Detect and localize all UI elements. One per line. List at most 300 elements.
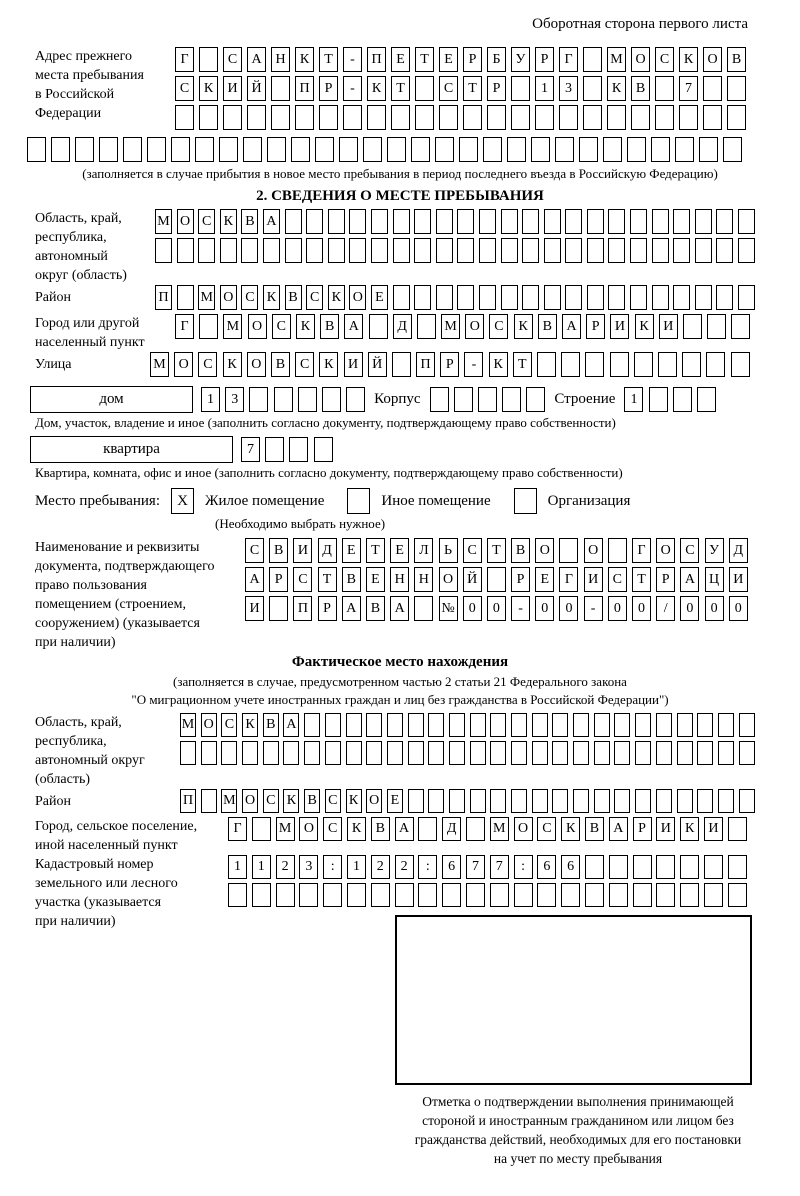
char-cell[interactable]: 2 (395, 855, 414, 879)
char-cell[interactable]: О (242, 789, 258, 813)
char-cell[interactable] (501, 238, 518, 263)
char-cell[interactable] (695, 285, 712, 310)
char-cell[interactable] (299, 883, 318, 907)
char-cell[interactable] (532, 741, 548, 765)
char-cell[interactable] (673, 209, 690, 234)
char-cell[interactable] (594, 741, 610, 765)
char-cell[interactable]: И (704, 817, 723, 841)
char-cell[interactable]: И (584, 567, 603, 592)
char-cell[interactable] (263, 238, 280, 263)
char-cell[interactable]: Р (487, 76, 506, 101)
house-type-box[interactable]: дом (30, 386, 193, 413)
char-cell[interactable] (470, 741, 486, 765)
char-cell[interactable] (739, 789, 755, 813)
char-cell[interactable]: В (241, 209, 258, 234)
char-cell[interactable]: 1 (201, 387, 220, 412)
char-cell[interactable] (511, 789, 527, 813)
char-cell[interactable] (718, 789, 734, 813)
char-cell[interactable]: Н (390, 567, 409, 592)
char-cell[interactable] (587, 238, 604, 263)
char-cell[interactable] (306, 209, 323, 234)
char-cell[interactable] (532, 713, 548, 737)
char-cell[interactable] (436, 209, 453, 234)
char-cell[interactable] (470, 789, 486, 813)
char-cell[interactable]: Г (559, 567, 578, 592)
char-cell[interactable] (587, 209, 604, 234)
char-cell[interactable]: Т (632, 567, 651, 592)
char-cell[interactable] (544, 285, 561, 310)
char-cell[interactable]: А (609, 817, 628, 841)
char-cell[interactable] (367, 105, 386, 130)
char-cell[interactable] (457, 238, 474, 263)
char-cell[interactable]: 6 (561, 855, 580, 879)
char-cell[interactable]: С (245, 538, 264, 563)
char-cell[interactable] (511, 713, 527, 737)
char-cell[interactable] (716, 209, 733, 234)
char-cell[interactable] (738, 238, 755, 263)
char-cell[interactable] (656, 855, 675, 879)
char-cell[interactable] (263, 741, 279, 765)
char-cell[interactable]: В (727, 47, 746, 72)
char-cell[interactable]: А (680, 567, 699, 592)
char-cell[interactable] (544, 209, 561, 234)
char-cell[interactable]: С (608, 567, 627, 592)
char-cell[interactable]: С (263, 789, 279, 813)
char-cell[interactable] (289, 437, 308, 462)
char-cell[interactable]: Е (391, 47, 410, 72)
char-cell[interactable]: О (514, 817, 533, 841)
char-cell[interactable]: Л (414, 538, 433, 563)
char-cell[interactable]: К (680, 817, 699, 841)
char-cell[interactable] (442, 883, 461, 907)
char-cell[interactable] (411, 137, 430, 162)
char-cell[interactable]: В (263, 713, 279, 737)
char-cell[interactable]: : (418, 855, 437, 879)
char-cell[interactable]: 2 (371, 855, 390, 879)
char-cell[interactable]: О (247, 352, 266, 377)
char-cell[interactable]: О (535, 538, 554, 563)
char-cell[interactable]: К (514, 314, 533, 339)
char-cell[interactable] (697, 387, 716, 412)
char-cell[interactable]: Р (463, 47, 482, 72)
char-cell[interactable] (428, 789, 444, 813)
char-cell[interactable] (608, 238, 625, 263)
char-cell[interactable] (544, 238, 561, 263)
char-cell[interactable]: Р (269, 567, 288, 592)
char-cell[interactable]: С (323, 817, 342, 841)
char-cell[interactable]: 1 (252, 855, 271, 879)
char-cell[interactable]: Р (535, 47, 554, 72)
char-cell[interactable] (328, 238, 345, 263)
char-cell[interactable] (349, 209, 366, 234)
char-cell[interactable] (677, 713, 693, 737)
char-cell[interactable] (414, 209, 431, 234)
char-cell[interactable]: Р (318, 596, 337, 621)
char-cell[interactable] (630, 209, 647, 234)
char-cell[interactable]: Е (535, 567, 554, 592)
char-cell[interactable] (635, 789, 651, 813)
char-cell[interactable]: С (489, 314, 508, 339)
char-cell[interactable] (633, 855, 652, 879)
char-cell[interactable]: К (295, 47, 314, 72)
char-cell[interactable]: К (489, 352, 508, 377)
char-cell[interactable] (649, 387, 668, 412)
char-cell[interactable] (291, 137, 310, 162)
char-cell[interactable] (501, 285, 518, 310)
char-cell[interactable]: Б (487, 47, 506, 72)
char-cell[interactable]: С (655, 47, 674, 72)
char-cell[interactable]: Т (318, 567, 337, 592)
char-cell[interactable]: 0 (535, 596, 554, 621)
char-cell[interactable] (634, 352, 653, 377)
char-cell[interactable]: - (464, 352, 483, 377)
char-cell[interactable]: В (631, 76, 650, 101)
char-cell[interactable]: 0 (632, 596, 651, 621)
char-cell[interactable]: Т (415, 47, 434, 72)
char-cell[interactable] (315, 137, 334, 162)
char-cell[interactable] (27, 137, 46, 162)
char-cell[interactable] (285, 209, 302, 234)
char-cell[interactable] (526, 387, 545, 412)
char-cell[interactable]: Е (371, 285, 388, 310)
char-cell[interactable]: М (155, 209, 172, 234)
char-cell[interactable] (487, 567, 506, 592)
char-cell[interactable] (449, 713, 465, 737)
char-cell[interactable]: С (175, 76, 194, 101)
char-cell[interactable] (579, 137, 598, 162)
char-cell[interactable]: Н (271, 47, 290, 72)
char-cell[interactable] (522, 209, 539, 234)
char-cell[interactable]: Т (463, 76, 482, 101)
char-cell[interactable]: Ь (439, 538, 458, 563)
char-cell[interactable]: А (247, 47, 266, 72)
char-cell[interactable]: - (343, 47, 362, 72)
char-cell[interactable] (656, 713, 672, 737)
char-cell[interactable] (75, 137, 94, 162)
char-cell[interactable] (408, 789, 424, 813)
char-cell[interactable] (731, 314, 750, 339)
char-cell[interactable]: В (320, 314, 339, 339)
char-cell[interactable] (171, 137, 190, 162)
char-cell[interactable] (695, 238, 712, 263)
char-cell[interactable]: 6 (442, 855, 461, 879)
char-cell[interactable] (366, 741, 382, 765)
char-cell[interactable] (655, 105, 674, 130)
char-cell[interactable] (123, 137, 142, 162)
char-cell[interactable] (514, 883, 533, 907)
char-cell[interactable] (487, 105, 506, 130)
char-cell[interactable] (718, 741, 734, 765)
char-cell[interactable]: О (366, 789, 382, 813)
char-cell[interactable]: К (635, 314, 654, 339)
char-cell[interactable] (247, 105, 266, 130)
char-cell[interactable]: М (223, 314, 242, 339)
char-cell[interactable]: И (659, 314, 678, 339)
char-cell[interactable] (51, 137, 70, 162)
char-cell[interactable] (680, 883, 699, 907)
char-cell[interactable] (347, 883, 366, 907)
char-cell[interactable]: А (245, 567, 264, 592)
char-cell[interactable] (415, 105, 434, 130)
char-cell[interactable] (609, 883, 628, 907)
char-cell[interactable]: Г (559, 47, 578, 72)
char-cell[interactable] (490, 741, 506, 765)
char-cell[interactable] (369, 314, 388, 339)
char-cell[interactable] (177, 285, 194, 310)
char-cell[interactable] (387, 741, 403, 765)
char-cell[interactable]: 0 (680, 596, 699, 621)
char-cell[interactable] (561, 883, 580, 907)
char-cell[interactable]: М (490, 817, 509, 841)
char-cell[interactable]: 0 (705, 596, 724, 621)
char-cell[interactable] (314, 437, 333, 462)
char-cell[interactable] (220, 238, 237, 263)
char-cell[interactable] (449, 789, 465, 813)
char-cell[interactable] (391, 105, 410, 130)
char-cell[interactable] (507, 137, 526, 162)
char-cell[interactable] (703, 76, 722, 101)
char-cell[interactable]: О (584, 538, 603, 563)
char-cell[interactable] (328, 209, 345, 234)
char-cell[interactable]: Г (632, 538, 651, 563)
char-cell[interactable] (608, 538, 627, 563)
char-cell[interactable] (418, 883, 437, 907)
char-cell[interactable]: Т (487, 538, 506, 563)
char-cell[interactable] (415, 76, 434, 101)
char-cell[interactable]: В (585, 817, 604, 841)
char-cell[interactable]: С (325, 789, 341, 813)
char-cell[interactable] (483, 137, 502, 162)
char-cell[interactable] (418, 817, 437, 841)
char-cell[interactable]: О (439, 567, 458, 592)
char-cell[interactable] (608, 209, 625, 234)
char-cell[interactable]: К (679, 47, 698, 72)
char-cell[interactable]: И (344, 352, 363, 377)
char-cell[interactable]: 3 (225, 387, 244, 412)
char-cell[interactable]: - (343, 76, 362, 101)
char-cell[interactable] (343, 105, 362, 130)
char-cell[interactable]: В (342, 567, 361, 592)
char-cell[interactable] (428, 713, 444, 737)
char-cell[interactable] (587, 285, 604, 310)
char-cell[interactable] (535, 105, 554, 130)
char-cell[interactable]: С (537, 817, 556, 841)
char-cell[interactable]: П (293, 596, 312, 621)
char-cell[interactable] (631, 105, 650, 130)
char-cell[interactable] (565, 238, 582, 263)
char-cell[interactable] (252, 883, 271, 907)
char-cell[interactable] (466, 883, 485, 907)
char-cell[interactable] (199, 105, 218, 130)
char-cell[interactable] (304, 713, 320, 737)
char-cell[interactable]: О (299, 817, 318, 841)
char-cell[interactable]: - (511, 596, 530, 621)
char-cell[interactable]: О (174, 352, 193, 377)
char-cell[interactable] (727, 76, 746, 101)
char-cell[interactable] (561, 352, 580, 377)
char-cell[interactable] (677, 741, 693, 765)
char-cell[interactable] (457, 285, 474, 310)
char-cell[interactable]: Г (175, 314, 194, 339)
char-cell[interactable]: Г (175, 47, 194, 72)
char-cell[interactable] (180, 741, 196, 765)
char-cell[interactable]: Д (729, 538, 748, 563)
char-cell[interactable] (531, 137, 550, 162)
char-cell[interactable]: Н (414, 567, 433, 592)
char-cell[interactable]: Д (442, 817, 461, 841)
char-cell[interactable] (682, 352, 701, 377)
char-cell[interactable] (706, 352, 725, 377)
char-cell[interactable]: К (607, 76, 626, 101)
char-cell[interactable] (322, 387, 341, 412)
char-cell[interactable]: Р (656, 567, 675, 592)
char-cell[interactable]: К (296, 314, 315, 339)
char-cell[interactable] (470, 713, 486, 737)
char-cell[interactable]: О (201, 713, 217, 737)
char-cell[interactable]: 1 (535, 76, 554, 101)
char-cell[interactable]: Е (342, 538, 361, 563)
char-cell[interactable] (727, 105, 746, 130)
char-cell[interactable]: О (631, 47, 650, 72)
char-cell[interactable]: О (703, 47, 722, 72)
char-cell[interactable] (414, 285, 431, 310)
char-cell[interactable]: 7 (490, 855, 509, 879)
char-cell[interactable] (436, 238, 453, 263)
char-cell[interactable]: / (656, 596, 675, 621)
char-cell[interactable] (614, 789, 630, 813)
char-cell[interactable] (198, 238, 215, 263)
char-cell[interactable] (304, 741, 320, 765)
char-cell[interactable] (739, 713, 755, 737)
char-cell[interactable] (371, 209, 388, 234)
char-cell[interactable]: Т (319, 47, 338, 72)
char-cell[interactable] (655, 76, 674, 101)
char-cell[interactable]: С (293, 567, 312, 592)
char-cell[interactable]: Р (319, 76, 338, 101)
char-cell[interactable]: А (390, 596, 409, 621)
char-cell[interactable] (339, 137, 358, 162)
char-cell[interactable]: С (463, 538, 482, 563)
char-cell[interactable]: Р (440, 352, 459, 377)
char-cell[interactable] (457, 209, 474, 234)
char-cell[interactable] (155, 238, 172, 263)
char-cell[interactable] (738, 209, 755, 234)
char-cell[interactable] (502, 387, 521, 412)
char-cell[interactable] (728, 817, 747, 841)
char-cell[interactable] (417, 314, 436, 339)
char-cell[interactable] (511, 76, 530, 101)
char-cell[interactable] (346, 713, 362, 737)
char-cell[interactable]: 7 (466, 855, 485, 879)
char-cell[interactable]: К (347, 817, 366, 841)
char-cell[interactable] (552, 741, 568, 765)
char-cell[interactable]: У (705, 538, 724, 563)
char-cell[interactable] (201, 741, 217, 765)
char-cell[interactable] (430, 387, 449, 412)
char-cell[interactable] (697, 789, 713, 813)
char-cell[interactable] (387, 713, 403, 737)
char-cell[interactable]: Е (390, 538, 409, 563)
char-cell[interactable]: К (283, 789, 299, 813)
char-cell[interactable] (363, 137, 382, 162)
char-cell[interactable]: М (276, 817, 295, 841)
char-cell[interactable] (511, 741, 527, 765)
char-cell[interactable]: С (221, 713, 237, 737)
char-cell[interactable] (552, 713, 568, 737)
char-cell[interactable]: Т (391, 76, 410, 101)
char-cell[interactable] (739, 741, 755, 765)
char-cell[interactable] (594, 713, 610, 737)
char-cell[interactable] (522, 238, 539, 263)
char-cell[interactable]: Д (393, 314, 412, 339)
char-cell[interactable] (371, 883, 390, 907)
char-cell[interactable] (609, 855, 628, 879)
char-cell[interactable]: 1 (347, 855, 366, 879)
char-cell[interactable] (479, 238, 496, 263)
char-cell[interactable] (573, 741, 589, 765)
char-cell[interactable] (276, 883, 295, 907)
char-cell[interactable] (243, 137, 262, 162)
char-cell[interactable] (346, 741, 362, 765)
checkbox-organization[interactable] (514, 488, 537, 514)
char-cell[interactable]: К (367, 76, 386, 101)
char-cell[interactable] (656, 741, 672, 765)
char-cell[interactable]: М (150, 352, 169, 377)
char-cell[interactable] (479, 209, 496, 234)
char-cell[interactable]: 7 (679, 76, 698, 101)
char-cell[interactable] (559, 105, 578, 130)
char-cell[interactable]: В (366, 596, 385, 621)
char-cell[interactable]: 1 (228, 855, 247, 879)
char-cell[interactable]: Е (366, 567, 385, 592)
char-cell[interactable] (459, 137, 478, 162)
char-cell[interactable] (199, 314, 218, 339)
char-cell[interactable] (704, 855, 723, 879)
char-cell[interactable]: П (155, 285, 172, 310)
char-cell[interactable] (393, 285, 410, 310)
char-cell[interactable] (392, 352, 411, 377)
char-cell[interactable]: В (269, 538, 288, 563)
char-cell[interactable] (716, 285, 733, 310)
char-cell[interactable]: О (656, 538, 675, 563)
char-cell[interactable] (585, 352, 604, 377)
char-cell[interactable] (285, 238, 302, 263)
char-cell[interactable] (707, 314, 726, 339)
char-cell[interactable] (583, 105, 602, 130)
char-cell[interactable] (532, 789, 548, 813)
char-cell[interactable] (728, 855, 747, 879)
char-cell[interactable] (408, 713, 424, 737)
char-cell[interactable] (699, 137, 718, 162)
char-cell[interactable] (731, 352, 750, 377)
char-cell[interactable] (242, 741, 258, 765)
char-cell[interactable] (565, 209, 582, 234)
char-cell[interactable] (704, 883, 723, 907)
char-cell[interactable] (271, 105, 290, 130)
char-cell[interactable]: 0 (608, 596, 627, 621)
char-cell[interactable]: А (395, 817, 414, 841)
char-cell[interactable]: - (584, 596, 603, 621)
char-cell[interactable] (249, 387, 268, 412)
char-cell[interactable] (223, 105, 242, 130)
char-cell[interactable] (435, 137, 454, 162)
char-cell[interactable] (738, 285, 755, 310)
char-cell[interactable] (614, 741, 630, 765)
char-cell[interactable] (463, 105, 482, 130)
char-cell[interactable] (466, 817, 485, 841)
char-cell[interactable]: 3 (299, 855, 318, 879)
char-cell[interactable] (585, 855, 604, 879)
